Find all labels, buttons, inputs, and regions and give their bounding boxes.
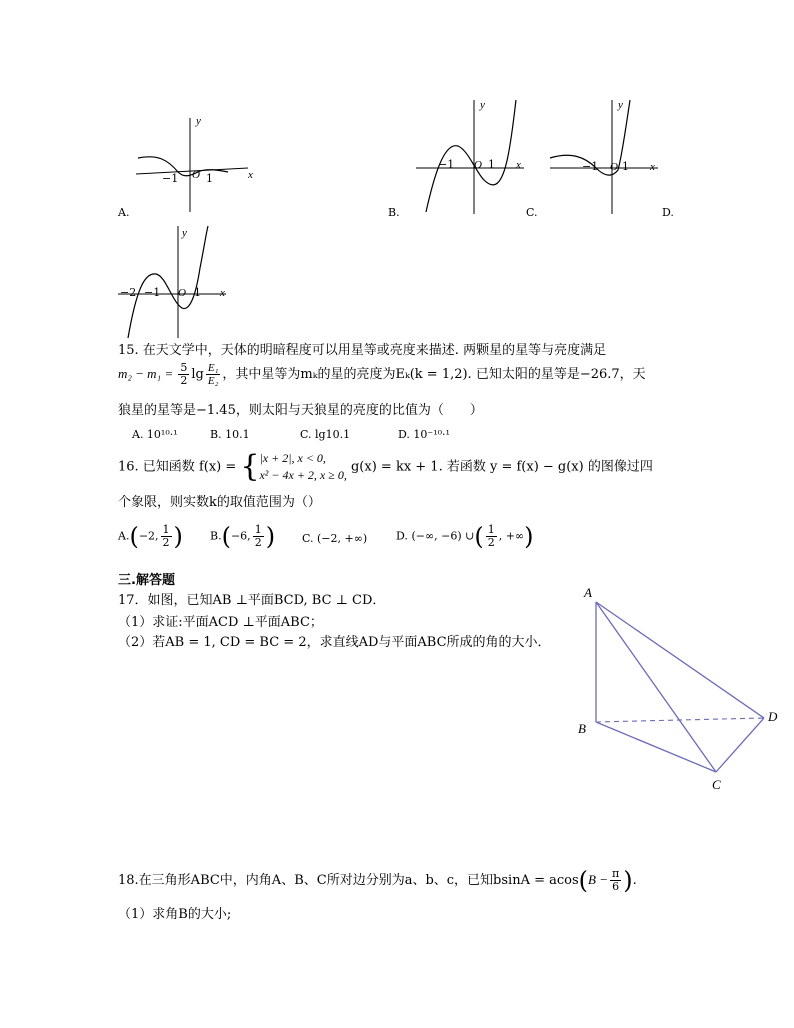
q16-line2: 个象限，则实数k的取值范围为（） [118, 495, 321, 510]
q15-line3: 狼星的星等是−1.45，则太阳与天狼星的亮度的比值为（ ） [118, 403, 483, 418]
section-title: 三.解答题 [118, 573, 175, 588]
q16-option-a [118, 524, 183, 549]
q15-option-b: B. 10.1 [210, 428, 250, 441]
graph-c-pos-tick: 1 [622, 160, 629, 173]
q16-option-a-rparen: ) [173, 522, 183, 551]
graph-b-pos-tick: 1 [488, 158, 495, 171]
q16-option-a-frac [161, 524, 172, 549]
q16-option-b-label: B. [210, 529, 222, 543]
q16-option-d-frac [486, 524, 497, 549]
q15-coef-num: 5 [180, 361, 188, 374]
q16-option-d-right: , +∞ [498, 529, 525, 543]
q15-line2 [118, 362, 646, 387]
q15-e-num: E₁ [207, 362, 219, 374]
q16-option-d-left: (−∞, −6) ∪ [411, 529, 475, 543]
q16-option-a-left: −2, [138, 529, 159, 543]
q18-end: . [632, 873, 637, 888]
graph-b-label: B. [388, 206, 400, 219]
q16-option-b-num: 1 [254, 523, 262, 536]
q16-options [118, 518, 558, 554]
q15-coef-frac [178, 362, 189, 387]
q16-suffix: g(x) = kx + 1. 若函数 y = f(x) − g(x) 的图像过四 [350, 459, 653, 475]
edge-cd [716, 718, 764, 772]
q18-rparen: ) [623, 866, 633, 895]
q15-line1: 15. 在天文学中，天体的明暗程度可以用星等或亮度来描述. 两颗星的星等与亮度满足 [118, 343, 607, 358]
graph-option-a [118, 110, 268, 220]
vertex-c-label: C [712, 777, 721, 792]
q18-part1: （1）求角B的大小; [118, 907, 232, 922]
q16-option-b-den: 2 [254, 536, 262, 549]
graph-option-b [388, 96, 538, 220]
q16-line1 [118, 450, 653, 484]
q16-option-d-den: 2 [487, 536, 495, 549]
q15-option-c: C. lg10.1 [300, 428, 351, 441]
graph-c-origin: O [610, 161, 618, 173]
q16-case1: |x + 2|, x < 0, [259, 451, 326, 465]
graph-d-label: D. [662, 206, 674, 219]
q16-case2: x² − 4x + 2, x ≥ 0, [259, 468, 347, 482]
q16-option-b-frac [253, 524, 264, 549]
q18-text: 18.在三角形ABC中，内角A、B、C所对边分别为a、b、c，已知bsinA = acos [118, 873, 579, 888]
q16-option-d-num: 1 [487, 523, 495, 536]
q17-line1: 17．如图，已知AB ⊥平面BCD, BC ⊥ CD． [118, 593, 386, 608]
graph-extra-origin: O [178, 287, 186, 299]
graph-extra-y-label: y [182, 227, 187, 239]
graph-extra-tick-m1: −1 [144, 286, 161, 299]
q17-diagram [572, 580, 782, 800]
graph-a-neg-tick: −1 [162, 172, 179, 185]
graph-b-origin: O [474, 159, 482, 171]
q16-option-d-rparen: ) [524, 522, 534, 551]
q18-lparen: ( [578, 866, 589, 895]
vertex-d-label: D [768, 709, 778, 724]
q15-e-den: E₂ [207, 375, 219, 387]
q16-prefix: 16. 已知函数 f(x) = [118, 459, 241, 475]
graph-option-extra [116, 222, 236, 342]
graph-c-neg-tick: −1 [582, 160, 599, 173]
graph-b-y-label: y [480, 99, 485, 111]
graph-a-x-label: x [248, 169, 253, 181]
q17-part1: （1）求证:平面ACD ⊥平面ABC； [118, 615, 323, 630]
q15-option-d: D. 10⁻¹⁰·¹ [398, 428, 450, 441]
q15-line2-rest: ，其中星等为mₖ的星的亮度为Eₖ(k = 1,2). 已知太阳的星等是−26.7，天 [222, 367, 646, 382]
graph-a-pos-tick: 1 [206, 172, 213, 185]
q16-option-d-lparen: ( [474, 522, 484, 551]
q17-diagram-svg [572, 580, 782, 800]
q18-pi-num: π [612, 867, 620, 880]
q18-pi-den: 6 [612, 880, 620, 893]
graph-b-neg-tick: −1 [438, 158, 455, 171]
graph-a-origin: O [192, 169, 200, 181]
q16-option-b-left: −6, [230, 529, 251, 543]
q18-line1 [118, 868, 637, 893]
q15-lg: lg [191, 367, 204, 382]
q16-option-a-label: A. [118, 529, 130, 543]
graph-a-svg [118, 110, 268, 220]
graph-c-label: C. [526, 206, 538, 219]
graph-option-c [526, 96, 676, 220]
edge-ad [596, 602, 764, 718]
q16-option-d [396, 524, 533, 549]
q16-brace: { [240, 449, 260, 484]
q15-option-a: A. 10¹⁰·¹ [132, 428, 178, 441]
graph-a-y-label: y [196, 115, 201, 127]
q15-e-frac [206, 362, 221, 387]
q16-option-b-lparen: ( [221, 522, 231, 551]
graph-c-x-label: x [650, 161, 655, 173]
q16-option-c: C. (−2, +∞) [302, 532, 368, 545]
graph-a-label: A. [118, 206, 130, 219]
q16-option-a-den: 2 [162, 536, 170, 549]
graph-b-x-label: x [516, 159, 521, 171]
graph-extra-tick-m2: −2 [120, 286, 137, 299]
q16-option-a-num: 1 [162, 523, 170, 536]
graph-c-y-label: y [618, 99, 623, 111]
q17-part2: （2）若AB = 1, CD = BC = 2，求直线AD与平面ABC所成的角的大小． [118, 635, 551, 650]
graph-extra-pos-tick: 1 [194, 286, 201, 299]
graph-extra-svg [116, 222, 236, 342]
q18-paren-inner: B − [588, 872, 608, 887]
q15-formula-left: m₂ − m₁ = [118, 366, 177, 381]
q15-coef-den: 2 [180, 374, 188, 387]
q16-option-b [210, 524, 275, 549]
vertex-a-label: A [584, 585, 592, 600]
q16-option-d-label: D. [396, 529, 408, 543]
q18-pi-frac [610, 868, 621, 893]
q16-cases [259, 450, 346, 484]
vertex-b-label: B [578, 721, 586, 736]
q16-option-b-rparen: ) [265, 522, 276, 551]
q16-option-a-lparen: ( [129, 522, 139, 551]
graph-extra-x-label: x [220, 287, 225, 299]
